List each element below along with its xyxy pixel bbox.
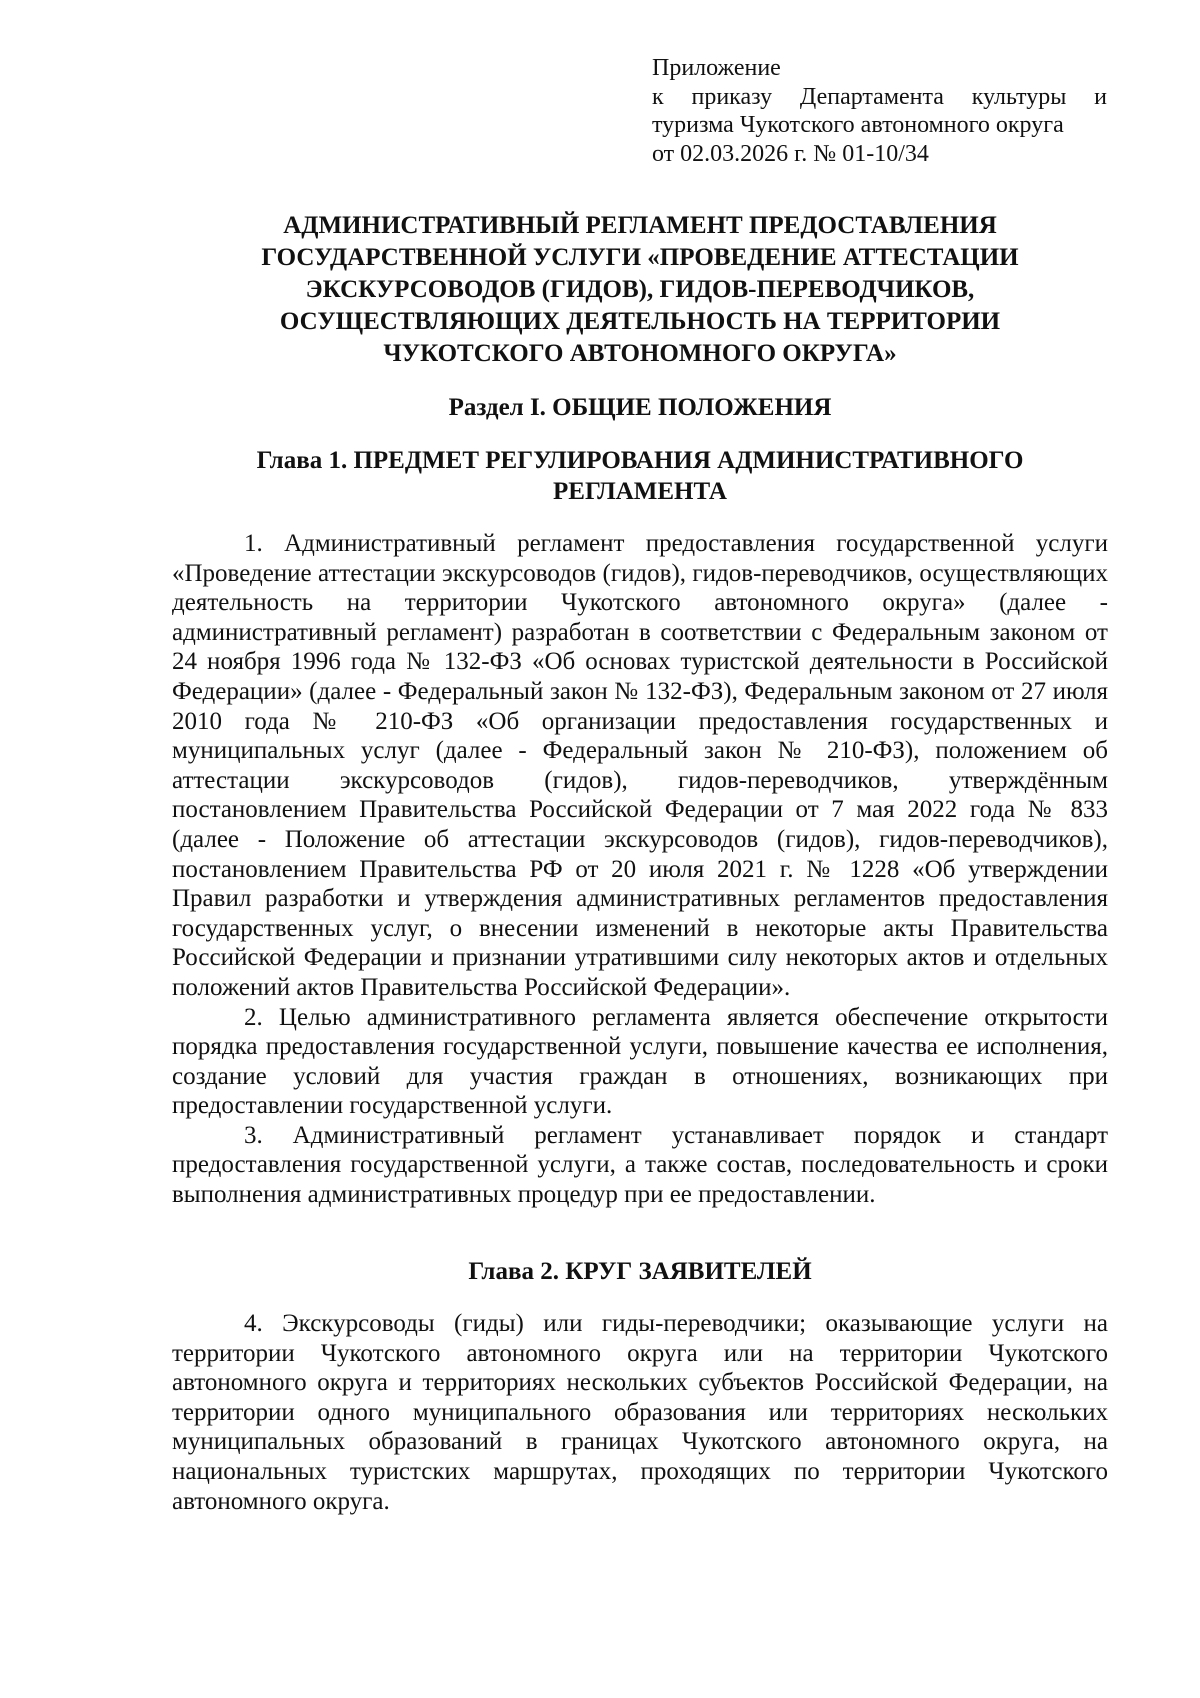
chapter-1-heading-line: РЕГЛАМЕНТА [553,478,727,505]
appendix-label: Приложение [652,55,781,81]
appendix-block [652,54,1107,168]
title-line: ЧУКОТСКОГО АВТОНОМНОГО ОКРУГА» [383,340,897,367]
paragraph-3: 3. Административный регламент устанавливает порядок и стандарт предоставления государственной услуги, а также состав, последовательность и сроки выполнения административных процедур при ее предоставлении. [172,1121,1108,1209]
title-line: АДМИНИСТРАТИВНЫЙ РЕГЛАМЕНТ ПРЕДОСТАВЛЕНИЯ [283,212,997,239]
chapter-1-heading [170,445,1110,507]
chapter-1-heading-line: Глава 1. ПРЕДМЕТ РЕГУЛИРОВАНИЯ АДМИНИСТРАТИВНОГО [256,447,1024,474]
paragraph-2: 2. Целью административного регламента является обеспечение открытости порядка предоставления государственной услуги, повышение качества ее исполнения, создание условий для участия граждан в отношениях, возникающих при предоставлении государственной услуги. [172,1003,1108,1120]
chapter-1-body [172,529,1108,1210]
document-title [170,210,1110,370]
chapter-2-body [172,1309,1108,1516]
title-line: ОСУЩЕСТВЛЯЮЩИХ ДЕЯТЕЛЬНОСТЬ НА ТЕРРИТОРИИ [279,308,1001,335]
appendix-order-date: от 02.03.2026 г. № 01-10/34 [652,140,929,167]
appendix-department: туризма Чукотского автономного округа [652,112,1064,138]
paragraph-4: 4. Экскурсоводы (гиды) или гиды-переводчики; оказывающие услуги на территории Чукотского автономного округа или на территории Чукотского автономного округа и территориях нескольких субъектов Российской Федерации, на территории одного муниципального образования или территориях нескольких муниципальных образований в границах Чукотского автономного округа, на национальных туристских маршрутах, проходящих по территории Чукотского автономного округа. [172,1310,1108,1515]
chapter-2-heading: Глава 2. КРУГ ЗАЯВИТЕЛЕЙ [468,1258,812,1285]
title-line: ЭКСКУРСОВОДОВ (ГИДОВ), ГИДОВ-ПЕРЕВОДЧИКОВ, [305,276,975,303]
paragraph-1: 1. Административный регламент предоставления государственной услуги «Проведение аттестации экскурсоводов (гидов), гидов-переводчиков, осуществляющих деятельность на территории Чукотского автономного округа» (далее - административный регламент) разработан в соответствии с Федеральным законом от 24 ноября 1996 года № 132-ФЗ «Об основах туристской деятельности в Российской Федерации» (далее - Федеральный закон № 132-ФЗ), Федеральным законом от 27 июля 2010 года № 210-ФЗ «Об организации предоставления государственных и муниципальных услуг (далее - Федеральный закон № 210-ФЗ), положением об аттестации экскурсоводов (гидов), гидов-переводчиков, утверждённым постановлением Правительства Российской Федерации от 7 мая 2022 года № 833 (далее - Положение об аттестации экскурсоводов (гидов), гидов-переводчиков), постановлением Правительства РФ от 20 июля 2021 г. № 1228 «Об утверждении Правил разработки и утверждения административных регламентов предоставления государственных услуг, о внесении изменений в некоторые акты Правительства Российской Федерации и признании утратившими силу некоторых актов и отдельных положений актов Правительства Российской Федерации». [172,530,1108,1001]
title-line: ГОСУДАРСТВЕННОЙ УСЛУГИ «ПРОВЕДЕНИЕ АТТЕСТАЦИИ [261,244,1019,271]
section-heading: Раздел I. ОБЩИЕ ПОЛОЖЕНИЯ [448,394,832,421]
appendix-order-ref: к приказу Департамента культуры и [652,83,1107,110]
